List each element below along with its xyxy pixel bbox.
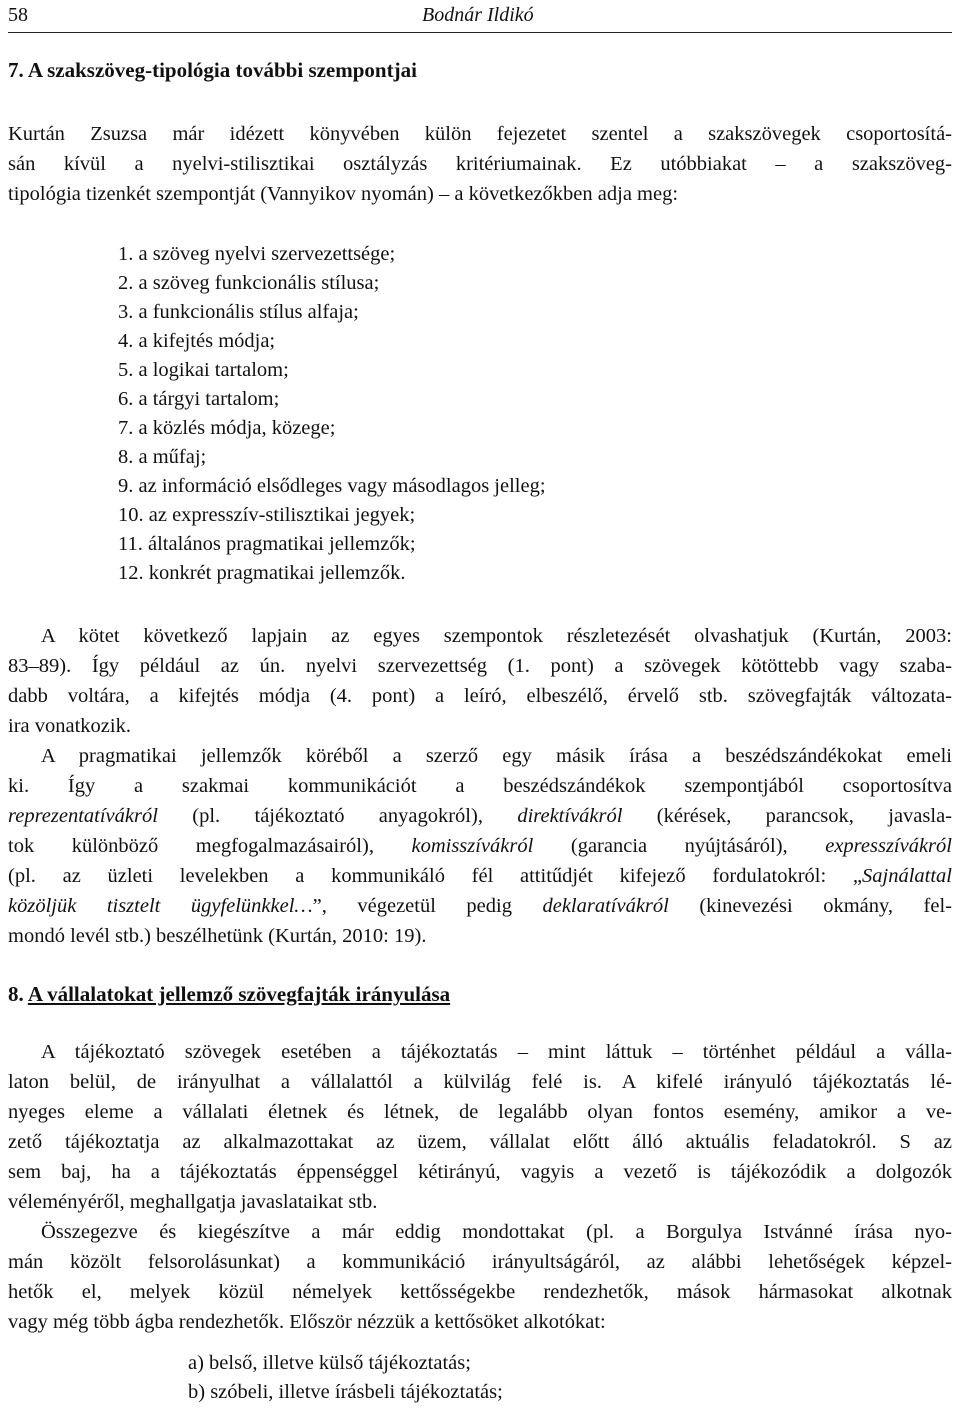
- s8-para2-line-4: vagy még több ágba rendezhetők. Először nézzük a kettősöket alkotókat:: [8, 1311, 606, 1333]
- para3-line-3: reprezentatívákról (pl. tájékoztató anyagokról), direktívákról (kérések, parancsok, javasla-: [8, 805, 952, 827]
- list-item: 6. a tárgyi tartalom;: [118, 388, 280, 410]
- s8-para2-line-1: Összegezve és kiegészítve a már eddig mondottakat (pl. a Borgulya Istvánné írása nyo-: [41, 1221, 952, 1243]
- s8-para2-line-2: mán közölt felsorolásunkat) a kommunikáció irányultságáról, az alábbi lehetőségek képzel-: [8, 1251, 952, 1273]
- running-author: Bodnár Ildikó: [422, 4, 534, 26]
- section-8-number: 8.: [8, 982, 24, 1006]
- para3-line-2: ki. Így a szakmai kommunikációt a beszédszándékok szempontjából csoportosítva: [8, 775, 952, 797]
- s8-para1-line-3: nyeges eleme a vállalati életnek és létnek, de legalább olyan fontos esemény, amikor a ve-: [8, 1101, 952, 1123]
- list-item: 4. a kifejtés módja;: [118, 330, 276, 352]
- para3-line-5: (pl. az üzleti levelekben a kommunikáló fél attitűdjét kifejező fordulatokról: „Sajnálattal: [8, 865, 952, 887]
- list-item: 10. az expresszív-stilisztikai jegyek;: [118, 504, 416, 526]
- page-header: [8, 2, 952, 33]
- intro-line-1: Kurtán Zsuzsa már idézett könyvében külön fejezetet szentel a szakszövegek csoportosítá-: [8, 123, 952, 145]
- list-item: 9. az információ elsődleges vagy másodlagos jelleg;: [118, 475, 546, 497]
- criteria-list: [118, 240, 546, 588]
- list-item: 11. általános pragmatikai jellemzők;: [118, 533, 416, 555]
- section-7-title: A szakszöveg-tipológia további szempontjai: [27, 58, 417, 82]
- s8-para1-line-2: laton belül, de irányulhat a vállalattól a külvilág felé is. A kifelé irányuló tájékoztatás lé-: [8, 1071, 952, 1093]
- para2-line-2: 83–89). Így például az ún. nyelvi szervezettség (1. pont) a szövegek kötöttebb vagy szaba-: [8, 655, 952, 677]
- para2-line-3: dabb voltára, a kifejtés módja (4. pont) a leíró, elbeszélő, érvelő stb. szövegfajták változata-: [8, 685, 952, 707]
- s8-para2-line-3: hetők el, melyek közül némelyek kettősségekbe rendezhetők, mások hármasokat alkotnak: [8, 1281, 952, 1303]
- list-item: 12. konkrét pragmatikai jellemzők.: [118, 562, 406, 584]
- sub-item-b: b) szóbeli, illetve írásbeli tájékoztatás;: [188, 1381, 503, 1403]
- intro-line-3: tipológia tizenkét szempontját (Vannyikov nyomán) – a következőkben adja meg:: [8, 183, 679, 205]
- s8-para1-line-1: A tájékoztató szövegek esetében a tájékoztatás – mint láttuk – történhet például a válla-: [41, 1041, 952, 1063]
- sub-item-a: a) belső, illetve külső tájékoztatás;: [188, 1352, 471, 1374]
- para3-line-6: közöljük tisztelt ügyfelünkkel…”, végezetül pedig deklaratívákról (kinevezési okmány, fel-: [8, 895, 952, 917]
- term-direktivak: direktívákról: [517, 805, 623, 827]
- term-komisszivak: komisszívákról: [411, 835, 534, 857]
- para3-line-1: A pragmatikai jellemzők köréből a szerző egy másik írása a beszédszándékokat emeli: [41, 745, 952, 767]
- list-item: 3. a funkcionális stílus alfaja;: [118, 301, 359, 323]
- term-reprezentativak: reprezentatívákról: [8, 805, 158, 827]
- s8-para1-line-6: véleményéről, meghallgatja javaslataikat stb.: [8, 1191, 378, 1213]
- section-8-title: A vállalatokat jellemző szövegfajták irányulása: [27, 982, 451, 1006]
- section-7-number: 7.: [8, 58, 24, 82]
- list-item: 5. a logikai tartalom;: [118, 359, 289, 381]
- para2-line-1: A kötet következő lapjain az egyes szempontok részletezését olvashatjuk (Kurtán, 2003:: [41, 625, 952, 647]
- list-item: 2. a szöveg funkcionális stílusa;: [118, 272, 380, 294]
- list-item: 1. a szöveg nyelvi szervezettsége;: [118, 243, 396, 265]
- list-item: 7. a közlés módja, közege;: [118, 417, 336, 439]
- para3-line-7: mondó levél stb.) beszélhetünk (Kurtán, 2010: 19).: [8, 925, 427, 947]
- s8-para1-line-5: sem baj, ha a tájékoztatás éppenséggel kétirányú, vagyis a vezető is tájékozódik a dolgozók: [8, 1161, 952, 1183]
- section-8-heading: [8, 982, 450, 1007]
- section-7-heading: [8, 58, 417, 83]
- para2-line-4: ira vonatkozik.: [8, 715, 131, 737]
- list-item: 8. a műfaj;: [118, 446, 207, 468]
- page-number: 58: [8, 4, 28, 26]
- term-expresszivak: expresszívákról: [825, 835, 952, 857]
- intro-line-2: sán kívül a nyelvi-stilisztikai osztályzás kritériumainak. Ez utóbbiakat – a szakszöveg-: [8, 153, 952, 175]
- para3-line-4: tok különböző megfogalmazásairól), komisszívákról (garancia nyújtásáról), expresszívákról: [8, 835, 952, 857]
- s8-para1-line-4: zető tájékoztatja az alkalmazottakat az üzem, vállalat előtt álló aktuális feladatokról. S az: [8, 1131, 952, 1153]
- term-deklarativak: deklaratívákról: [542, 895, 669, 917]
